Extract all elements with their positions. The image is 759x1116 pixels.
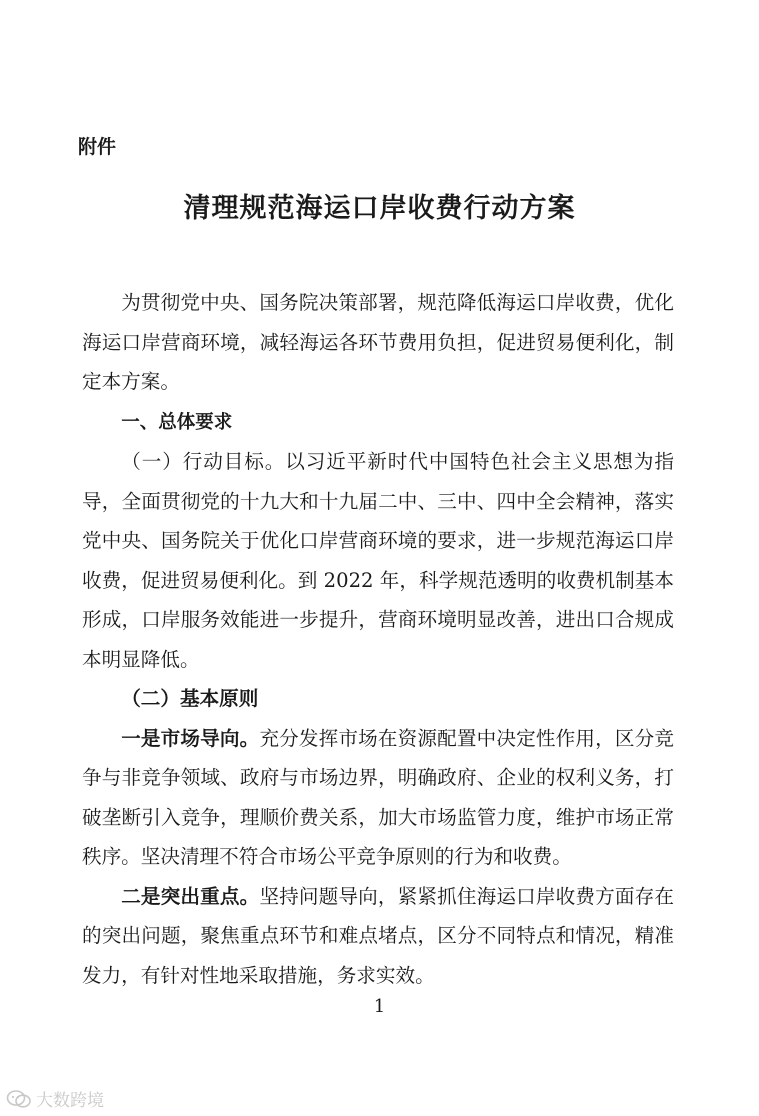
document-title: 清理规范海运口岸收费行动方案 [183, 193, 576, 224]
principle-2-paragraph [82, 877, 674, 996]
wechat-logo-icon [6, 1089, 32, 1109]
principles-heading: （二）基本原则 [121, 687, 259, 710]
attachment-label: 附件 [78, 136, 117, 158]
principle-1-text: 充分发挥市场在资源配置中决定性作用，区分竞争与非竞争领域、政府与市场边界，明确政府、企业的权利义务，打破垄断引入竞争，理顺价费关系，加大市场监管力度，维护市场正常秩序。坚决清理不符合市场公平竞争原则的行为和收费。 [82, 726, 675, 868]
watermark-text: 大数跨境 [36, 1091, 104, 1111]
principle-1-paragraph [82, 719, 674, 877]
principle-2-lead: 二是突出重点。 [121, 884, 260, 908]
watermark [6, 1086, 104, 1111]
document-body [82, 283, 674, 995]
page-number: 1 [373, 996, 386, 1017]
principle-2-text: 坚持问题导向，紧紧抓住海运口岸收费方面存在的突出问题，聚焦重点环节和难点堵点，区分不同特点和情况，精准发力，有针对性地采取措施，务求实效。 [82, 884, 675, 987]
intro-paragraph: 为贯彻党中央、国务院决策部署，规范降低海运口岸收费，优化海运口岸营商环境，减轻海运各环节费用负担，促进贸易便利化，制定本方案。 [82, 291, 674, 393]
section-heading-general-requirements: 一、总体要求 [121, 411, 233, 433]
principle-1-lead: 一是市场导向。 [121, 726, 260, 750]
goal-text: 以习近平新时代中国特色社会主义思想为指导，全面贯彻党的十九大和十九届二中、三中、四中全会精神，落实党中央、国务院关于优化口岸营商环境的要求，进一步规范海运口岸收费，促进贸易便利化。到 2022 年，科学规范透明的收费机制基本形成，口岸服务效能进一步提升，营商环境明显改善，进出口合规成本明显降低。 [82, 450, 675, 671]
goal-paragraph [82, 442, 674, 679]
goal-label: （一）行动目标。 [121, 450, 286, 473]
